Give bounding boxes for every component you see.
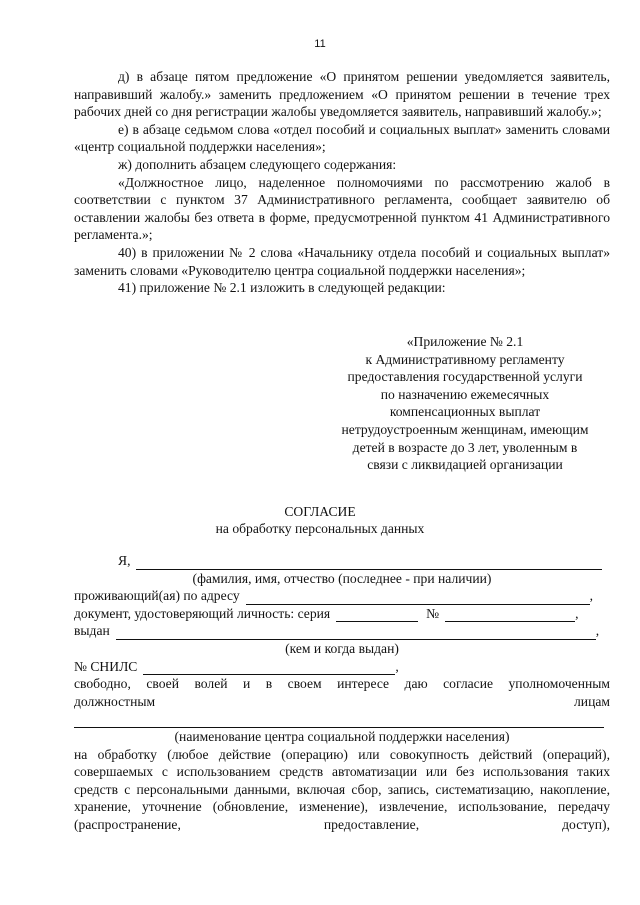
snils-comma: ,	[395, 658, 399, 674]
snils-label: № СНИЛС	[74, 658, 138, 674]
document-comma: ,	[575, 605, 579, 621]
consent-subtitle: на обработку персональных данных	[215, 521, 425, 536]
appendix-line: предоставления государственной услуги	[347, 369, 583, 385]
address-field[interactable]	[246, 591, 590, 605]
issued-hint: (кем и когда выдан)	[285, 640, 399, 656]
center-hint: (наименование центра социальной поддержки населения)	[174, 728, 510, 744]
appendix-header	[320, 333, 610, 474]
fio-field[interactable]	[136, 556, 602, 570]
agree-right: лицам	[574, 693, 610, 709]
appendix-line: связи с ликвидацией организации	[367, 457, 563, 473]
fio-row	[74, 552, 610, 570]
snils-field[interactable]	[143, 661, 395, 675]
snils-row	[74, 658, 610, 676]
consent-title: СОГЛАСИЕ	[284, 504, 356, 519]
appendix-line: «Приложение № 2.1	[406, 334, 524, 349]
agree-line: свободно, своей волей и в своем интересе даю согласие уполномоченным	[74, 676, 610, 692]
series-field[interactable]	[336, 608, 418, 622]
document-row	[74, 605, 610, 623]
document-label: документ, удостоверяющий личность: серия	[74, 605, 331, 621]
center-row	[74, 710, 610, 728]
address-comma: ,	[589, 588, 594, 604]
fio-hint: (фамилия, имя, отчество (последнее - при наличии)	[192, 570, 492, 586]
paragraph-41: 41) приложение № 2.1 изложить в следующей редакции:	[118, 280, 446, 296]
issued-field[interactable]	[116, 626, 596, 640]
address-label: проживающий(ая) по адресу	[74, 588, 240, 604]
agree-row	[74, 693, 610, 711]
paragraph-official: «Должностное лицо, наделенное полномочиями по рассмотрению жалоб в соответствии с пунктом 37 Административного регламента, сообщает заявителю об оставлении жалобы без ответа в форме, предусмотренной пунктом 41 Административного регламента.»;	[74, 174, 610, 243]
appendix-line: по назначению ежемесячных	[380, 386, 550, 402]
issued-row	[74, 622, 610, 640]
processing-paragraph: на обработку (любое действие (операцию) или совокупность действий (операций), совершаемых с использованием средств автоматизации или без использования таких средств с персональными данными, включая сбор, запись, систематизацию, накопление, хранение, уточнение (обновление, изменение), извлечение, использование, передачу (распространение, предоставление, доступ),	[74, 746, 610, 832]
address-row	[74, 587, 610, 605]
appendix-line: к Административному регламенту	[365, 351, 565, 367]
i-label: Я,	[118, 553, 131, 568]
issued-comma: ,	[595, 623, 600, 639]
number-field[interactable]	[445, 608, 575, 622]
issued-label: выдан	[74, 623, 110, 639]
appendix-line: детей в возрасте до 3 лет, уволенным в	[352, 439, 578, 455]
page-number: 11	[314, 38, 326, 50]
appendix-line: нетрудоустроенным женщинам, имеющим	[341, 421, 589, 437]
number-label: №	[426, 605, 440, 621]
paragraph-zh: ж) дополнить абзацем следующего содержания:	[118, 156, 397, 172]
amendment-paragraphs	[74, 68, 610, 297]
agree-left: должностным	[74, 693, 156, 709]
center-field[interactable]	[74, 714, 604, 728]
paragraph-d: д) в абзаце пятом предложение «О принятом решении уведомляется заявитель, направивший жалобу.» заменить предложением «О принятом решении в течение трех рабочих дней со дня регистрации жалобы уведомляется заявитель, направивший жалобу.»;	[74, 69, 610, 120]
paragraph-e: е) в абзаце седьмом слова «отдел пособий и социальных выплат» заменить словами «центр социальной поддержки населения»;	[74, 121, 610, 155]
appendix-line: компенсационных выплат	[389, 404, 541, 420]
consent-form	[74, 552, 610, 834]
paragraph-40: 40) в приложении № 2 слова «Начальнику отдела пособий и социальных выплат» заменить словами «Руководителю центра социальной поддержки населения»;	[74, 244, 610, 278]
